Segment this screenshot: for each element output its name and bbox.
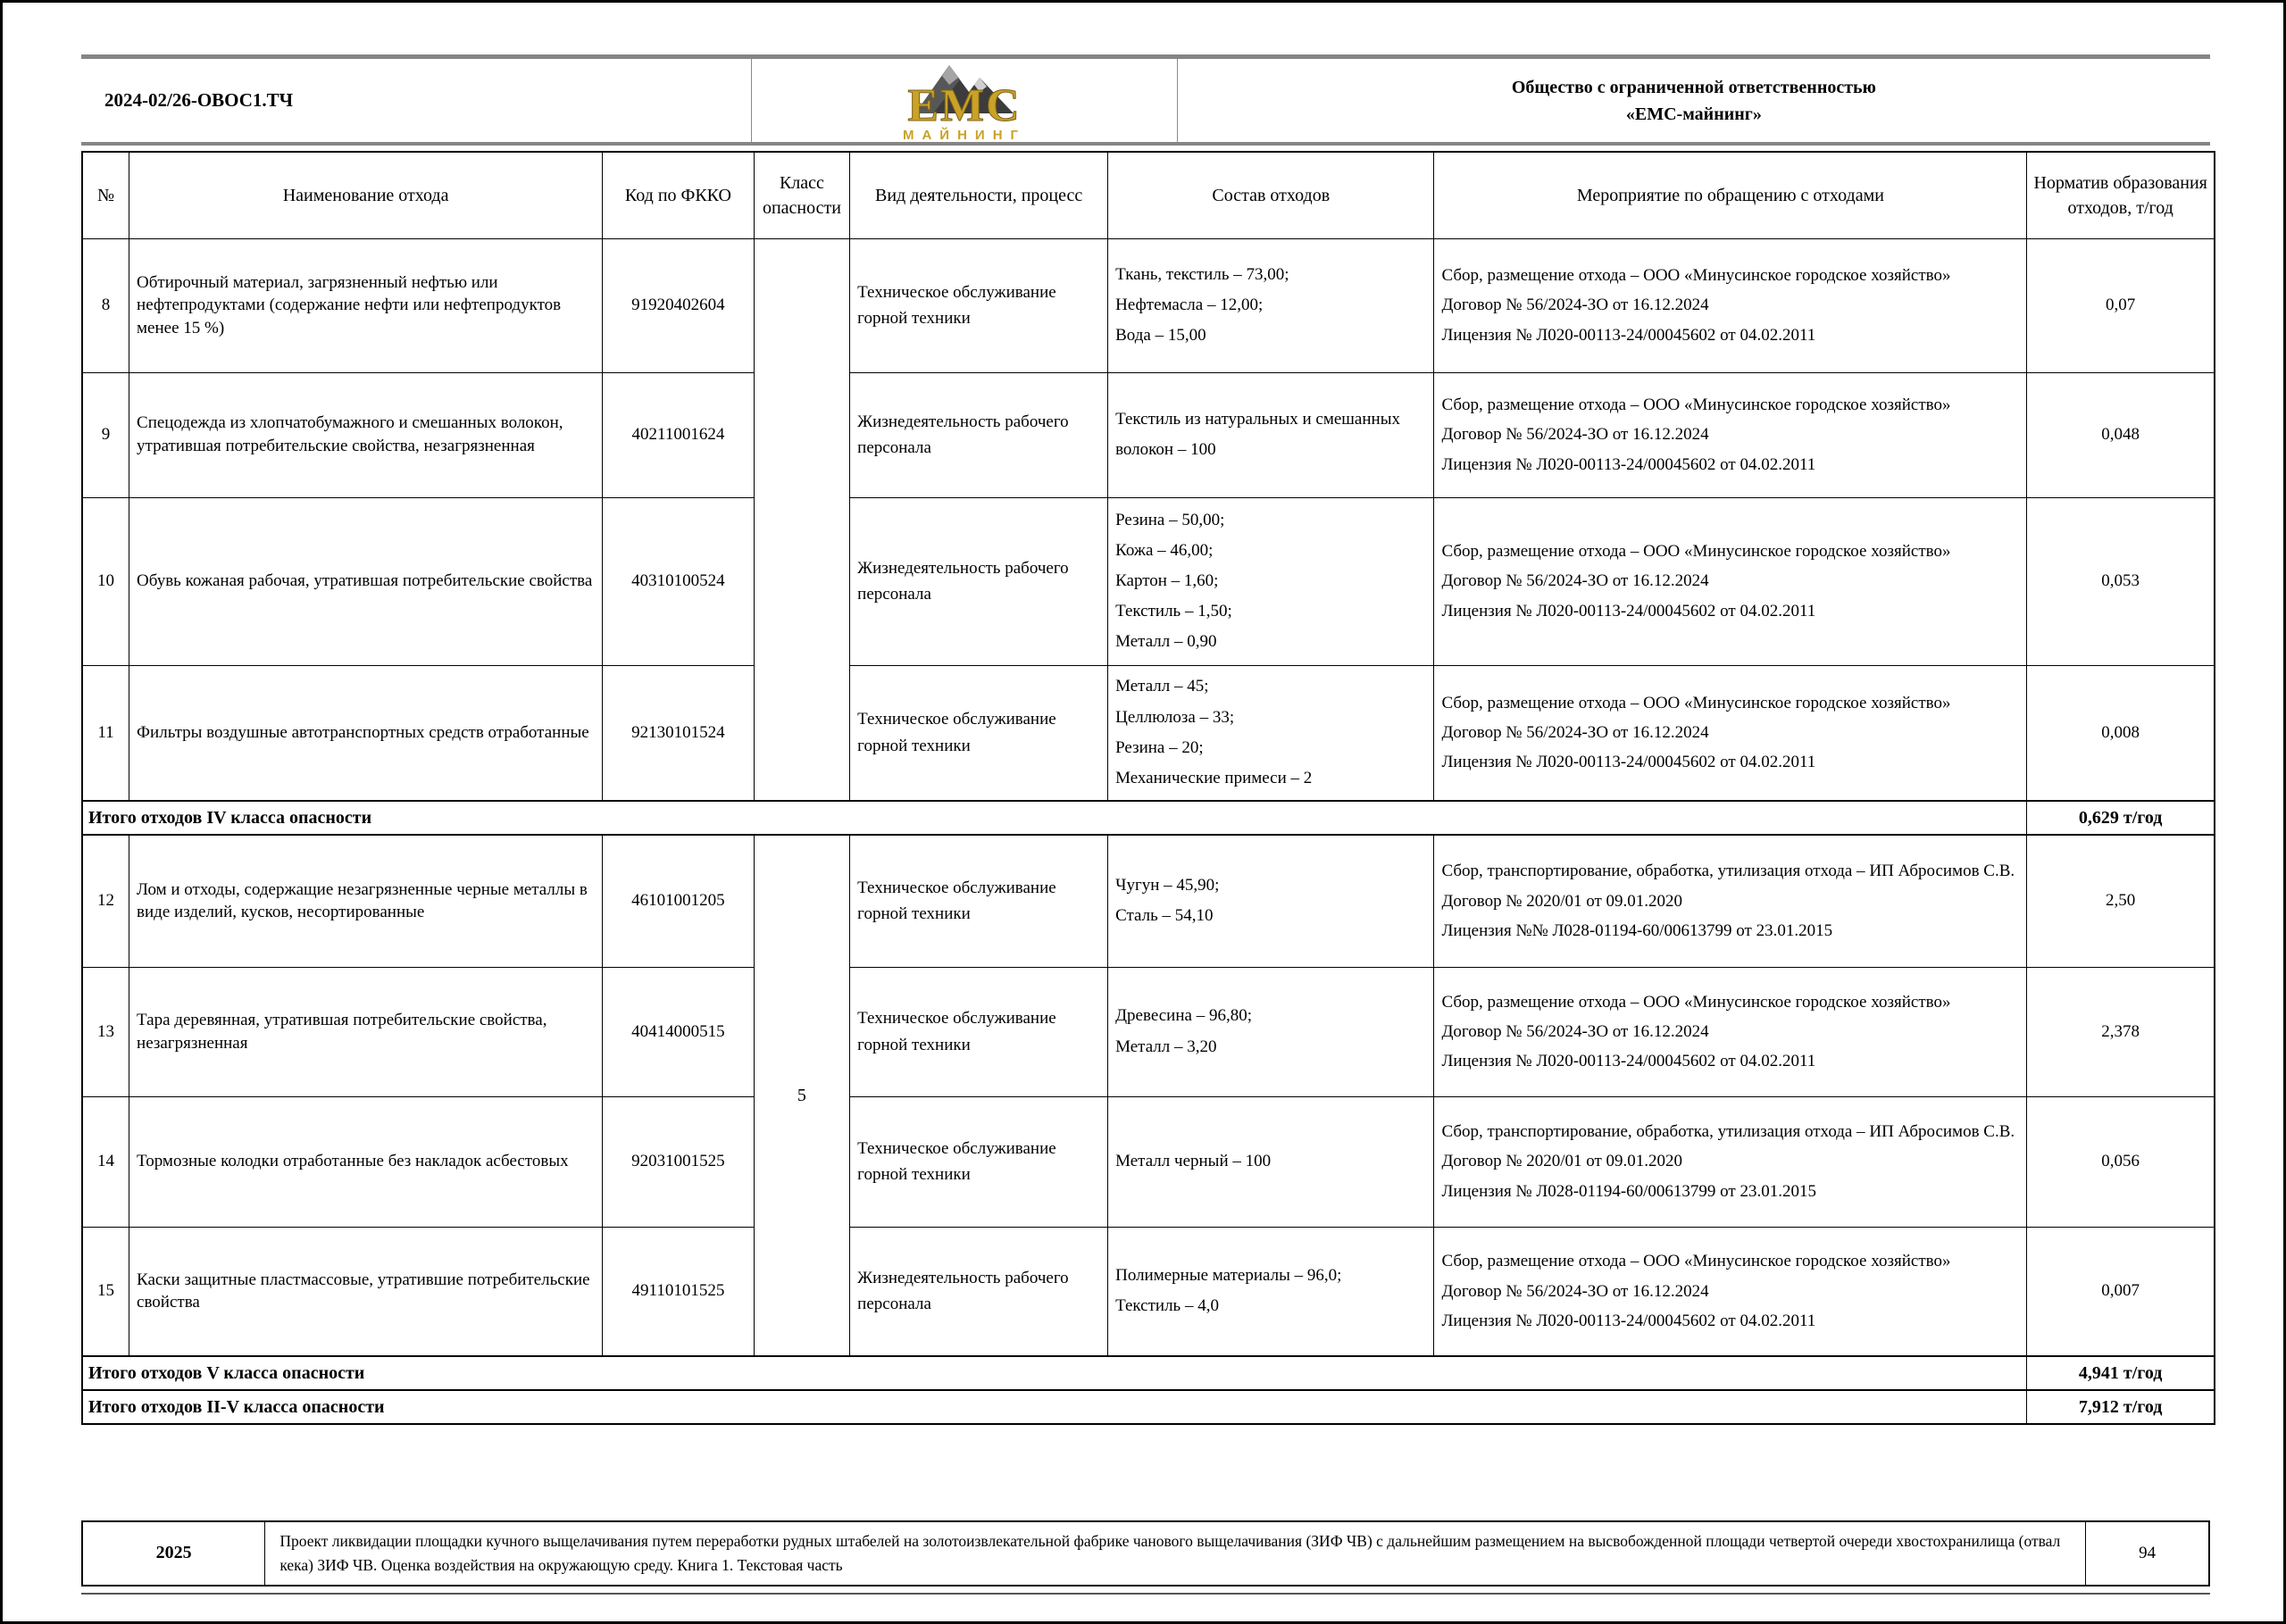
- activity-type: Жизнедеятельность рабочего персонала: [850, 1227, 1108, 1356]
- row-number: 14: [82, 1096, 129, 1227]
- col-header-measure: Мероприятие по обращению с отходами: [1434, 152, 2027, 238]
- composition-line: Ткань, текстиль – 73,00;: [1115, 264, 1289, 284]
- composition-line: Текстиль – 1,50;: [1115, 602, 1232, 621]
- measure-line: Сбор, размещение отхода – ООО «Минусинское городское хозяйство»: [1441, 1252, 1951, 1271]
- table-row-13: [82, 967, 2215, 1096]
- row-number: 11: [82, 665, 129, 801]
- composition-line: Механические примеси – 2: [1115, 768, 1313, 787]
- waste-composition: [1108, 1227, 1434, 1356]
- waste-name: Каски защитные пластмассовые, утратившие потребительские свойства: [129, 1227, 603, 1356]
- composition-line: Нефтемасла – 12,00;: [1115, 295, 1264, 314]
- measure-line: Договор № 2020/01 от 09.01.2020: [1441, 1152, 1683, 1171]
- row-number: 12: [82, 835, 129, 967]
- waste-composition: [1108, 967, 1434, 1096]
- activity-type: Техническое обслуживание горной техники: [850, 967, 1108, 1096]
- composition-line: Металл черный – 100: [1115, 1151, 1272, 1170]
- col-header-norm: Норматив образования отходов, т/год: [2027, 152, 2215, 238]
- composition-line: Сталь – 54,10: [1115, 906, 1214, 926]
- composition-line: Кожа – 46,00;: [1115, 540, 1214, 560]
- page-header: [81, 54, 2210, 146]
- composition-line: Древесина – 96,80;: [1115, 1006, 1252, 1026]
- footer-year: 2025: [82, 1521, 265, 1586]
- waste-name: Фильтры воздушные автотранспортных средств отработанные: [129, 665, 603, 801]
- norm-value: 0,053: [2027, 497, 2215, 665]
- composition-line: Вода – 15,00: [1115, 326, 1206, 346]
- company-name-line2: «ЕМС-майнинг»: [1625, 104, 1762, 124]
- total-label: Итого отходов IV класса опасности: [82, 801, 2027, 835]
- footer-row: [82, 1521, 2209, 1586]
- measure-line: Лицензия № Л028-01194-60/00613799 от 23.01.2015: [1441, 1181, 1816, 1201]
- waste-composition: [1108, 497, 1434, 665]
- composition-line: Металл – 0,90: [1115, 632, 1217, 652]
- hazard-class-group-iv: [754, 238, 849, 801]
- activity-type: Жизнедеятельность рабочего персонала: [850, 497, 1108, 665]
- measure-line: Сбор, размещение отхода – ООО «Минусинское городское хозяйство»: [1441, 396, 1951, 415]
- norm-value: 0,048: [2027, 372, 2215, 497]
- measure-line: Сбор, размещение отхода – ООО «Минусинское городское хозяйство»: [1441, 693, 1951, 712]
- logo-subtext: МАЙНИНГ: [902, 127, 1026, 143]
- table-header-row: [82, 152, 2215, 238]
- measure-line: Лицензия №№ Л028-01194-60/00613799 от 23.01.2015: [1441, 920, 1833, 940]
- footer-description: Проект ликвидации площадки кучного выщелачивания путем переработки рудных штабелей на золотоизвлекательной фабрике чанового выщелачивания (ЗИФ ЧВ) с дальнейшим размещением на высвобожденной площади четвертой очереди хвостохранилища (отвал кека) ЗИФ ЧВ. Оценка воздействия на окружающую среду. Книга 1. Текстовая часть: [265, 1521, 2086, 1586]
- fkko-code: 40211001624: [603, 372, 755, 497]
- total-value: 4,941 т/год: [2027, 1356, 2215, 1390]
- norm-value: 0,07: [2027, 238, 2215, 372]
- fkko-code: 92130101524: [603, 665, 755, 801]
- measure-line: Договор № 56/2024-ЗО от 16.12.2024: [1441, 1021, 1709, 1041]
- total-value: 0,629 т/год: [2027, 801, 2215, 835]
- composition-line: Металл – 3,20: [1115, 1037, 1217, 1056]
- total-row-class-v: [82, 1356, 2215, 1390]
- composition-line: Резина – 50,00;: [1115, 510, 1225, 529]
- waste-name: Тормозные колодки отработанные без накладок асбестовых: [129, 1096, 603, 1227]
- company-name: [1178, 59, 2210, 142]
- measure-line: Договор № 56/2024-ЗО от 16.12.2024: [1441, 723, 1709, 743]
- document-code-text: 2024-02/26-ОВОС1.ТЧ: [104, 89, 294, 111]
- measure-line: Лицензия № Л020-00113-24/00045602 от 04.02.2011: [1441, 325, 1816, 345]
- fkko-code: 40310100524: [603, 497, 755, 665]
- table-row-10: [82, 497, 2215, 665]
- activity-type: Техническое обслуживание горной техники: [850, 835, 1108, 967]
- row-number: 10: [82, 497, 129, 665]
- handling-measure: [1434, 967, 2027, 1096]
- measure-line: Лицензия № Л020-00113-24/00045602 от 04.02.2011: [1441, 601, 1816, 620]
- total-label: Итого отходов II-V класса опасности: [82, 1390, 2027, 1424]
- waste-table: [81, 151, 2215, 1425]
- hazard-class-group-v: 5: [754, 835, 849, 1356]
- fkko-code: 49110101525: [603, 1227, 755, 1356]
- measure-line: Лицензия № Л020-00113-24/00045602 от 04.02.2011: [1441, 1052, 1816, 1071]
- norm-value: 0,056: [2027, 1096, 2215, 1227]
- waste-composition: [1108, 835, 1434, 967]
- footer-table: [81, 1520, 2210, 1587]
- measure-line: Договор № 2020/01 от 09.01.2020: [1441, 891, 1683, 911]
- measure-line: Договор № 56/2024-ЗО от 16.12.2024: [1441, 1281, 1709, 1301]
- total-value: 7,912 т/год: [2027, 1390, 2215, 1424]
- table-row-8: [82, 238, 2215, 372]
- activity-type: Жизнедеятельность рабочего персонала: [850, 372, 1108, 497]
- table-row-9: [82, 372, 2215, 497]
- document-code: [81, 59, 752, 142]
- measure-line: Договор № 56/2024-ЗО от 16.12.2024: [1441, 296, 1709, 315]
- table-row-14: [82, 1096, 2215, 1227]
- measure-line: Сбор, транспортирование, обработка, утилизация отхода – ИП Абросимов С.В.: [1441, 1122, 2015, 1142]
- measure-line: Сбор, транспортирование, обработка, утилизация отхода – ИП Абросимов С.В.: [1441, 862, 2015, 881]
- waste-composition: [1108, 372, 1434, 497]
- col-header-name: Наименование отхода: [129, 152, 603, 238]
- measure-line: Сбор, размещение отхода – ООО «Минусинское городское хозяйство»: [1441, 266, 1951, 286]
- table-row-12: [82, 835, 2215, 967]
- composition-line: Текстиль – 4,0: [1115, 1296, 1219, 1316]
- row-number: 8: [82, 238, 129, 372]
- handling-measure: [1434, 497, 2027, 665]
- col-header-activity: Вид деятельности, процесс: [850, 152, 1108, 238]
- company-name-line1: Общество с ограниченной ответственностью: [1511, 77, 1876, 97]
- norm-value: 0,007: [2027, 1227, 2215, 1356]
- composition-line: Текстиль из натуральных и смешанных волокон – 100: [1115, 409, 1400, 459]
- activity-type: Техническое обслуживание горной техники: [850, 238, 1108, 372]
- total-row-class-ii-v: [82, 1390, 2215, 1424]
- col-header-code: Код по ФККО: [603, 152, 755, 238]
- handling-measure: [1434, 238, 2027, 372]
- page-footer: [81, 1520, 2210, 1595]
- norm-value: 2,378: [2027, 967, 2215, 1096]
- row-number: 15: [82, 1227, 129, 1356]
- norm-value: 0,008: [2027, 665, 2215, 801]
- measure-line: Сбор, размещение отхода – ООО «Минусинское городское хозяйство»: [1441, 992, 1951, 1012]
- composition-line: Полимерные материалы – 96,0;: [1115, 1266, 1342, 1286]
- measure-line: Лицензия № Л020-00113-24/00045602 от 04.02.2011: [1441, 454, 1816, 474]
- norm-value: 2,50: [2027, 835, 2215, 967]
- measure-line: Лицензия № Л020-00113-24/00045602 от 04.02.2011: [1441, 753, 1816, 772]
- logo-text: ЕМС: [907, 79, 1022, 131]
- waste-composition: [1108, 1096, 1434, 1227]
- composition-line: Картон – 1,60;: [1115, 570, 1219, 590]
- composition-line: Целлюлоза – 33;: [1115, 707, 1235, 727]
- waste-composition: [1108, 665, 1434, 801]
- composition-line: Металл – 45;: [1115, 677, 1209, 696]
- waste-name: Лом и отходы, содержащие незагрязненные черные металлы в виде изделий, кусков, несортированные: [129, 835, 603, 967]
- measure-line: Сбор, размещение отхода – ООО «Минусинское городское хозяйство»: [1441, 542, 1951, 562]
- activity-type: Техническое обслуживание горной техники: [850, 1096, 1108, 1227]
- total-row-class-iv: [82, 801, 2215, 835]
- row-number: 9: [82, 372, 129, 497]
- col-header-composition: Состав отходов: [1108, 152, 1434, 238]
- table-row-15: [82, 1227, 2215, 1356]
- company-logo: [752, 59, 1178, 142]
- col-header-hazard-class: Класс опасности: [754, 152, 849, 238]
- fkko-code: 91920402604: [603, 238, 755, 372]
- handling-measure: [1434, 1096, 2027, 1227]
- measure-line: Договор № 56/2024-ЗО от 16.12.2024: [1441, 425, 1709, 445]
- table-row-11: [82, 665, 2215, 801]
- measure-line: Лицензия № Л020-00113-24/00045602 от 04.02.2011: [1441, 1311, 1816, 1330]
- footer-divider: [81, 1593, 2210, 1595]
- waste-composition: [1108, 238, 1434, 372]
- handling-measure: [1434, 665, 2027, 801]
- handling-measure: [1434, 372, 2027, 497]
- fkko-code: 40414000515: [603, 967, 755, 1096]
- fkko-code: 46101001205: [603, 835, 755, 967]
- waste-name: Обувь кожаная рабочая, утратившая потребительские свойства: [129, 497, 603, 665]
- fkko-code: 92031001525: [603, 1096, 755, 1227]
- waste-name: Обтирочный материал, загрязненный нефтью или нефтепродуктами (содержание нефти или нефтепродуктов менее 15 %): [129, 238, 603, 372]
- handling-measure: [1434, 1227, 2027, 1356]
- composition-line: Чугун – 45,90;: [1115, 876, 1220, 895]
- measure-line: Договор № 56/2024-ЗО от 16.12.2024: [1441, 571, 1709, 591]
- col-header-num: №: [82, 152, 129, 238]
- waste-name: Тара деревянная, утратившая потребительские свойства, незагрязненная: [129, 967, 603, 1096]
- row-number: 13: [82, 967, 129, 1096]
- activity-type: Техническое обслуживание горной техники: [850, 665, 1108, 801]
- footer-page-number: 94: [2086, 1521, 2209, 1586]
- waste-name: Спецодежда из хлопчатобумажного и смешанных волокон, утратившая потребительские свойства, незагрязненная: [129, 372, 603, 497]
- total-label: Итого отходов V класса опасности: [82, 1356, 2027, 1390]
- ems-mining-logo-icon: [880, 58, 1049, 144]
- handling-measure: [1434, 835, 2027, 967]
- composition-line: Резина – 20;: [1115, 737, 1204, 757]
